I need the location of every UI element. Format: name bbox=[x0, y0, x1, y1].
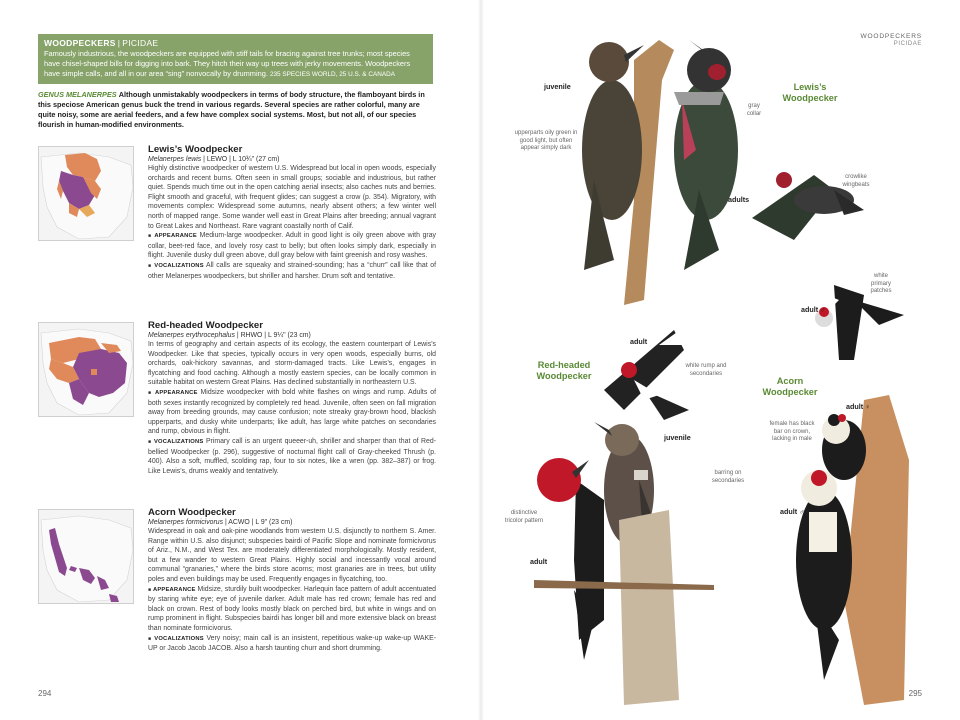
caption-upperparts: upperparts oily green in good light, but often appear simply dark bbox=[514, 130, 578, 151]
species-text: In terms of geography and certain aspects of its ecology, the eastern counterpart of Lewis’s Woodpecker. Like that species, typically occurs in very open woods, especially burns, old orchards, oak-hickory savannas, and storm-damaged tracts. Like Lewis’s, engages in flycatching and food caching. Although a mostly eastern species, can be locally common in suitable habitat on western Great Plains. Has declined substantially in northeastern U.S. bbox=[148, 341, 436, 387]
running-header-title: WOODPECKERS bbox=[860, 33, 922, 40]
acorn-female-illustration bbox=[822, 414, 866, 480]
account-text-acorn bbox=[148, 507, 436, 654]
caption-juvenile-lewis: juvenile bbox=[544, 82, 571, 91]
page-number-right: 295 bbox=[908, 689, 922, 698]
appearance-text: Midsize, sturdily built woodpecker. Harlequin face pattern of adult accentuated by staring white eye; eye of juvenile darker. Adult male has red crown; female has red and black on crown. Rest of body looks mostly black on perched bird, but white in wings and on rump prominent in flight. Subspecies bairdi has longer bill and more extensive black on breast than nominate formicivorus. bbox=[148, 585, 436, 632]
family-sep: | bbox=[117, 38, 121, 48]
caption-crowlike: crowlike wingbeats bbox=[842, 174, 870, 188]
appearance-label: ■ APPEARANCE bbox=[148, 587, 196, 593]
species-sci: Melanerpes lewis bbox=[148, 156, 202, 163]
acorn-male-illustration bbox=[796, 470, 852, 680]
range-map-acorn bbox=[38, 509, 134, 604]
vocal-label: ■ VOCALIZATIONS bbox=[148, 439, 203, 445]
plate-name-acorn: Acorn Woodpecker bbox=[762, 376, 818, 397]
caption-barring: barring on secondaries bbox=[711, 470, 745, 484]
genus-label: GENUS MELANERPES bbox=[38, 90, 117, 99]
acorn-flying-illustration bbox=[814, 285, 904, 360]
caption-adult-male-acorn: adult ♂ bbox=[780, 507, 805, 516]
species-meta bbox=[148, 519, 436, 526]
species-meta bbox=[148, 156, 436, 163]
species-name: Acorn Woodpecker bbox=[148, 507, 236, 518]
family-header-box bbox=[38, 34, 433, 84]
caption-white-rump: white rump and secondaries bbox=[685, 363, 727, 377]
caption-juvenile-redheaded: juvenile bbox=[664, 433, 691, 442]
caption-distinctive: distinctive tricolor pattern bbox=[504, 510, 544, 524]
caption-adults: adults bbox=[728, 195, 750, 204]
left-page bbox=[0, 0, 478, 720]
species-name: Lewis’s Woodpecker bbox=[148, 144, 243, 155]
plate-name-lewis: Lewis’s Woodpecker bbox=[782, 82, 838, 103]
right-page bbox=[484, 0, 960, 720]
vocal-text: Primary call is an urgent queeer-uh, shriller and sharper than that of Red-bellied Woodpecker (p. 296), suggestive of nocturnal flight call of Gray-cheeked Thrush (p. 400). Also a soft, muffled, scolding rap, four to six notes, like a wren (pp. 382–387) or frog. Like Lewis’s, drums weakly and tentatively. bbox=[148, 437, 436, 475]
species-body bbox=[148, 164, 436, 281]
species-body bbox=[148, 527, 436, 654]
species-code: | ACWO | L 9" (23 cm) bbox=[224, 519, 293, 526]
vocal-text: All calls are squeaky and strained-sounding; has a “churr” call like that of other Melanerpes woodpeckers, but shriller and harsher. Drum soft and tentative. bbox=[148, 261, 436, 280]
vocal-text: Very noisy; main call is an insistent, repetitious wake-up wake-up WAKE-UP or Jacob Jacob JACOB. Also a harsh taunting churr and short drumming. bbox=[148, 634, 437, 653]
page-number-left: 294 bbox=[38, 689, 52, 698]
genus-intro bbox=[38, 90, 434, 130]
account-text-lewis bbox=[148, 144, 436, 281]
species-body bbox=[148, 340, 436, 476]
lewis-adult-illustration bbox=[674, 40, 738, 270]
species-text: Highly distinctive woodpecker of western U.S. Widespread but local in open woods, especially orchards and recent burns. Often seen in small groups; sociable and industrious, but rather quiet. Spends much time out in the open catching aerial insects; also caches nuts and berries. Flight smooth and graceful, with frequent glides; can suggest a crow (p. 354). Migratory, with movements complex: Widespread some autumns, nearly absent others; a few winter well north of mapped range. Some wander well east in Great Plains after breeding; annual vagrant to Great Lakes and Northeast. Rare vagrant coastally north of Calif. bbox=[148, 165, 436, 230]
appearance-text: Medium-large woodpecker. Adult in good light is oily green above with gray collar, beet-red face, and lovely rosy cast to belly; but often looks simply dark, especially in flight. Juvenile dusky dull green above, dull gray below with faint greenish and rosy washes. bbox=[148, 232, 437, 260]
species-text: Widespread in oak and oak-pine woodlands from western U.S. disjunctly to northern S. Amer. Range within U.S. also disjunct; subspecies bairdi of Pacific Slope and nominate formicivorus of Ariz., N.M., and West Tex. are moderately differentiated morphologically. Mostly resident, but a few wander to western Great Plains. Highly social and incessantly vocal around communal “granaries,” where the birds store acorns; most granaries are in trees, but utility poles and even buildings may be used. Frequently engages in flycatching, too. bbox=[148, 528, 436, 583]
vocal-label: ■ VOCALIZATIONS bbox=[148, 636, 204, 642]
caption-white-primary: white primary patches bbox=[870, 273, 892, 294]
family-name: WOODPECKERS bbox=[44, 38, 116, 48]
appearance-text: Midsize woodpecker with bold white flashes on wings and rump. Adults of both sexes instantly recognized by completely red head. Juvenile, often seen on fall migration away from breeding grounds, may cause confusion; note streaky gray-brown hood, blackish upperparts, and dusky white underparts; like adult, has large white patches on secondaries and rump, obvious in flight. bbox=[148, 388, 436, 436]
caption-female-black-bar: female has black bar on crown, lacking in male bbox=[769, 421, 815, 442]
species-sci: Melanerpes erythrocephalus bbox=[148, 332, 235, 339]
species-sci: Melanerpes formicivorus bbox=[148, 519, 224, 526]
genus-text: Although unmistakably woodpeckers in terms of body structure, the flamboyant birds in this speciose American genus buck the trend in various regards. Several species are rather colorful, many are quite noisy, some are aerial feeders, and a few have complex social systems. Most, but not all, of our species flourish in human-modified environments. bbox=[38, 90, 425, 129]
appearance-label: ■ APPEARANCE bbox=[148, 233, 197, 239]
redheaded-post-illustration bbox=[619, 510, 679, 705]
species-code: | RHWO | L 9¼" (23 cm) bbox=[236, 332, 311, 339]
family-description-block bbox=[44, 49, 427, 81]
appearance-label: ■ APPEARANCE bbox=[148, 390, 198, 396]
illustration-plate bbox=[484, 0, 960, 720]
range-map-lewis bbox=[38, 146, 134, 241]
caption-adult-female-acorn: adult ♀ bbox=[846, 402, 871, 411]
caption-adult-redheaded-perched: adult bbox=[530, 557, 548, 566]
caption-gray-collar: gray collar bbox=[746, 103, 762, 117]
family-scientific: PICIDAE bbox=[122, 38, 159, 48]
species-code: | LEWO | L 10¾" (27 cm) bbox=[203, 156, 280, 163]
caption-adult-redheaded-flying: adult bbox=[630, 337, 648, 346]
running-header-subtitle: PICIDAE bbox=[893, 41, 922, 47]
caption-adult-male-acorn-flying: adult ♂ bbox=[801, 305, 826, 314]
plate-name-redheaded: Red-headed Woodpecker bbox=[536, 360, 592, 381]
family-description: Famously industrious, the woodpeckers are equipped with stiff tails for bracing against tree trunks; most species have chisel-shaped bills for digging into bark. They hitch their way up trees with jerky movements. Woodpeckers have simple calls, and all in our area “sing” nonvocally by drumming. bbox=[44, 49, 411, 79]
account-text-redheaded bbox=[148, 320, 436, 476]
vocal-label: ■ VOCALIZATIONS bbox=[148, 263, 204, 269]
redheaded-flying-illustration bbox=[604, 320, 694, 420]
species-name: Red-headed Woodpecker bbox=[148, 320, 263, 331]
species-meta bbox=[148, 332, 436, 339]
family-heading bbox=[44, 38, 427, 48]
range-map-redheaded bbox=[38, 322, 134, 417]
family-count: 235 SPECIES WORLD, 25 U.S. & CANADA bbox=[269, 71, 395, 79]
